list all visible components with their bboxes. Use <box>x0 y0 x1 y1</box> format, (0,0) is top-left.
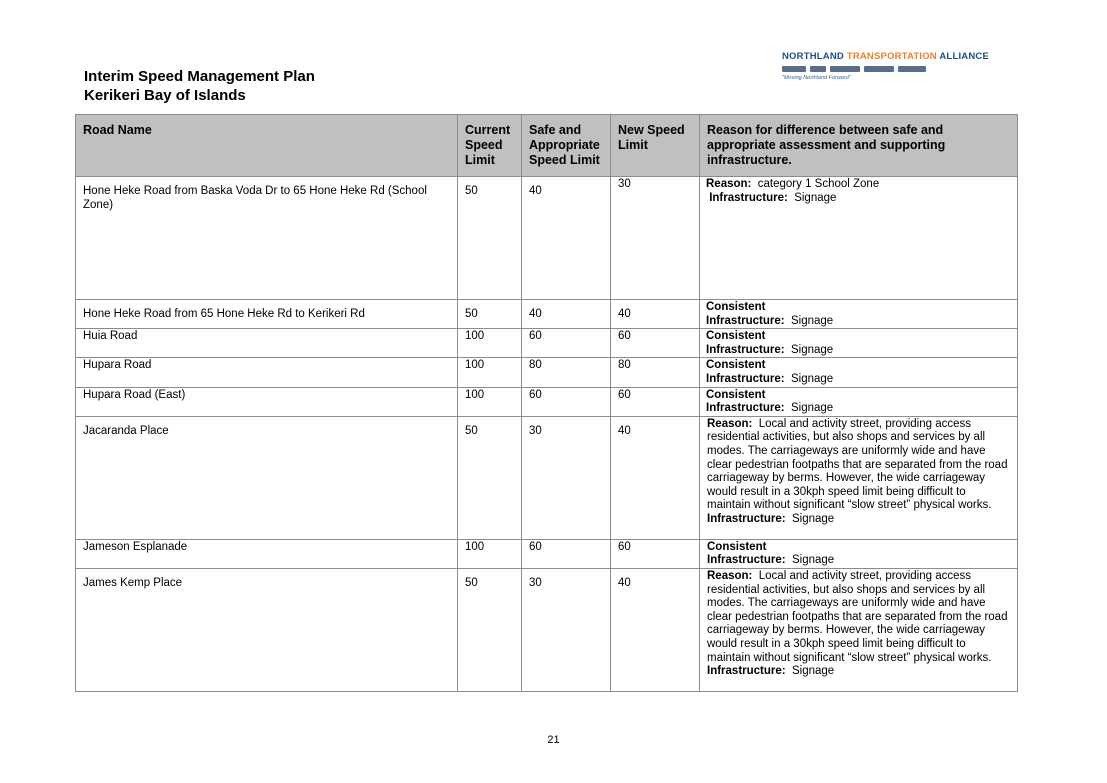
infrastructure-label: Infrastructure: <box>706 402 785 415</box>
table-row <box>76 358 1018 387</box>
table-row <box>76 539 1018 568</box>
reason-label: Reason: <box>706 178 752 190</box>
safe-speed-cell: 40 <box>522 300 611 329</box>
partner-logo-icon <box>810 66 826 72</box>
current-speed-cell: 50 <box>458 568 522 691</box>
safe-speed-cell: 60 <box>522 539 611 568</box>
infrastructure-label: Infrastructure: <box>707 554 786 567</box>
new-speed-cell: 40 <box>611 568 700 691</box>
infrastructure-value: Signage <box>791 314 834 327</box>
reason-text: Local and activity street, providing access residential activities, but also shops and services by all modes. The carriageways are uniformly wide and have clear pedestrian footpaths that are separated from the road carriageway by berms. However, the wide carriageway would result in a 30kph speed limit being difficult to maintain without significant “slow street” physical works. <box>707 417 1008 512</box>
table-row <box>76 416 1018 539</box>
new-speed-cell: 60 <box>611 387 700 416</box>
road-name-cell: Hone Heke Road from Baska Voda Dr to 65 Hone Heke Rd (School Zone) <box>76 177 458 300</box>
partner-logo-icon <box>830 66 860 72</box>
infrastructure-value: Signage <box>791 402 834 415</box>
road-name-cell: James Kemp Place <box>76 568 458 691</box>
consistent-label: Consistent <box>706 388 766 401</box>
reason-label: Reason: <box>707 417 753 430</box>
safe-speed-cell: 40 <box>522 177 611 300</box>
infrastructure-label: Infrastructure: <box>706 372 785 385</box>
current-speed-cell: 100 <box>458 539 522 568</box>
reason-text: category 1 School Zone <box>757 178 880 190</box>
northland-transportation-alliance-logo <box>782 51 989 83</box>
consistent-label: Consistent <box>706 301 766 313</box>
partner-logos <box>782 64 952 73</box>
new-speed-cell: 40 <box>611 416 700 539</box>
speed-limit-table <box>75 114 1018 692</box>
reason-cell <box>700 177 1018 300</box>
table-row <box>76 300 1018 329</box>
safe-speed-cell: 80 <box>522 358 611 387</box>
current-speed-cell: 50 <box>458 300 522 329</box>
infrastructure-value: Signage <box>794 191 837 204</box>
infrastructure-label: Infrastructure: <box>707 665 786 678</box>
safe-speed-cell: 30 <box>522 568 611 691</box>
road-name-cell: Hupara Road <box>76 358 458 387</box>
infrastructure-value: Signage <box>791 343 834 356</box>
reason-text: Local and activity street, providing access residential activities, but also shops and services by all modes. The carriageways are uniformly wide and have clear pedestrian footpaths that are separated from the road carriageway by berms. However, the wide carriageway would result in a 30kph speed limit being difficult to maintain without significant “slow street” physical works. <box>707 569 1008 664</box>
consistent-label: Consistent <box>706 330 766 343</box>
partner-logo-icon <box>782 66 806 72</box>
reason-cell <box>700 329 1018 358</box>
consistent-label: Consistent <box>707 540 767 553</box>
infrastructure-label: Infrastructure: <box>706 314 785 327</box>
table-row <box>76 387 1018 416</box>
current-speed-cell: 100 <box>458 329 522 358</box>
road-name-cell: Jameson Esplanade <box>76 539 458 568</box>
new-speed-cell: 60 <box>611 539 700 568</box>
logo-title: NORTHLAND TRANSPORTATION ALLIANCE <box>782 51 989 62</box>
infrastructure-value: Signage <box>791 372 834 385</box>
infrastructure-value: Signage <box>792 554 835 567</box>
title-line-1: Interim Speed Management Plan <box>84 68 315 85</box>
road-name-cell: Hupara Road (East) <box>76 387 458 416</box>
infrastructure-value: Signage <box>792 665 835 678</box>
logo-tagline: "Moving Northland Forward" <box>782 75 851 81</box>
safe-speed-cell: 60 <box>522 387 611 416</box>
reason-cell <box>700 568 1018 691</box>
new-speed-cell: 30 <box>611 177 700 300</box>
partner-logo-icon <box>898 66 926 72</box>
consistent-label: Consistent <box>706 359 766 372</box>
new-speed-cell: 40 <box>611 300 700 329</box>
current-speed-cell: 100 <box>458 387 522 416</box>
reason-label: Reason: <box>707 569 753 582</box>
partner-logo-icon <box>864 66 894 72</box>
new-speed-cell: 80 <box>611 358 700 387</box>
table-row <box>76 568 1018 691</box>
infrastructure-label: Infrastructure: <box>706 343 785 356</box>
road-name-cell: Hone Heke Road from 65 Hone Heke Rd to Kerikeri Rd <box>76 300 458 329</box>
header-road-name: Road Name <box>76 115 458 177</box>
road-name-cell: Huia Road <box>76 329 458 358</box>
header-reason: Reason for difference between safe and appropriate assessment and supporting infrastructure. <box>700 115 1018 177</box>
current-speed-cell: 50 <box>458 177 522 300</box>
new-speed-cell: 60 <box>611 329 700 358</box>
table-row <box>76 329 1018 358</box>
reason-cell <box>700 539 1018 568</box>
header-new-speed-limit: New Speed Limit <box>611 115 700 177</box>
safe-speed-cell: 30 <box>522 416 611 539</box>
infrastructure-label: Infrastructure: <box>707 512 786 525</box>
current-speed-cell: 50 <box>458 416 522 539</box>
current-speed-cell: 100 <box>458 358 522 387</box>
header-current-speed-limit: Current Speed Limit <box>458 115 522 177</box>
reason-cell <box>700 416 1018 539</box>
reason-cell <box>700 358 1018 387</box>
table-header-row <box>76 115 1018 177</box>
infrastructure-value: Signage <box>792 512 835 525</box>
header-safe-appropriate-speed-limit: Safe and Appropriate Speed Limit <box>522 115 611 177</box>
reason-cell <box>700 300 1018 329</box>
title-line-2: Kerikeri Bay of Islands <box>84 87 246 104</box>
reason-cell <box>700 387 1018 416</box>
infrastructure-label: Infrastructure: <box>709 191 788 204</box>
safe-speed-cell: 60 <box>522 329 611 358</box>
table-row <box>76 177 1018 300</box>
road-name-cell: Jacaranda Place <box>76 416 458 539</box>
document-title <box>84 67 315 105</box>
page-number: 21 <box>547 734 560 746</box>
